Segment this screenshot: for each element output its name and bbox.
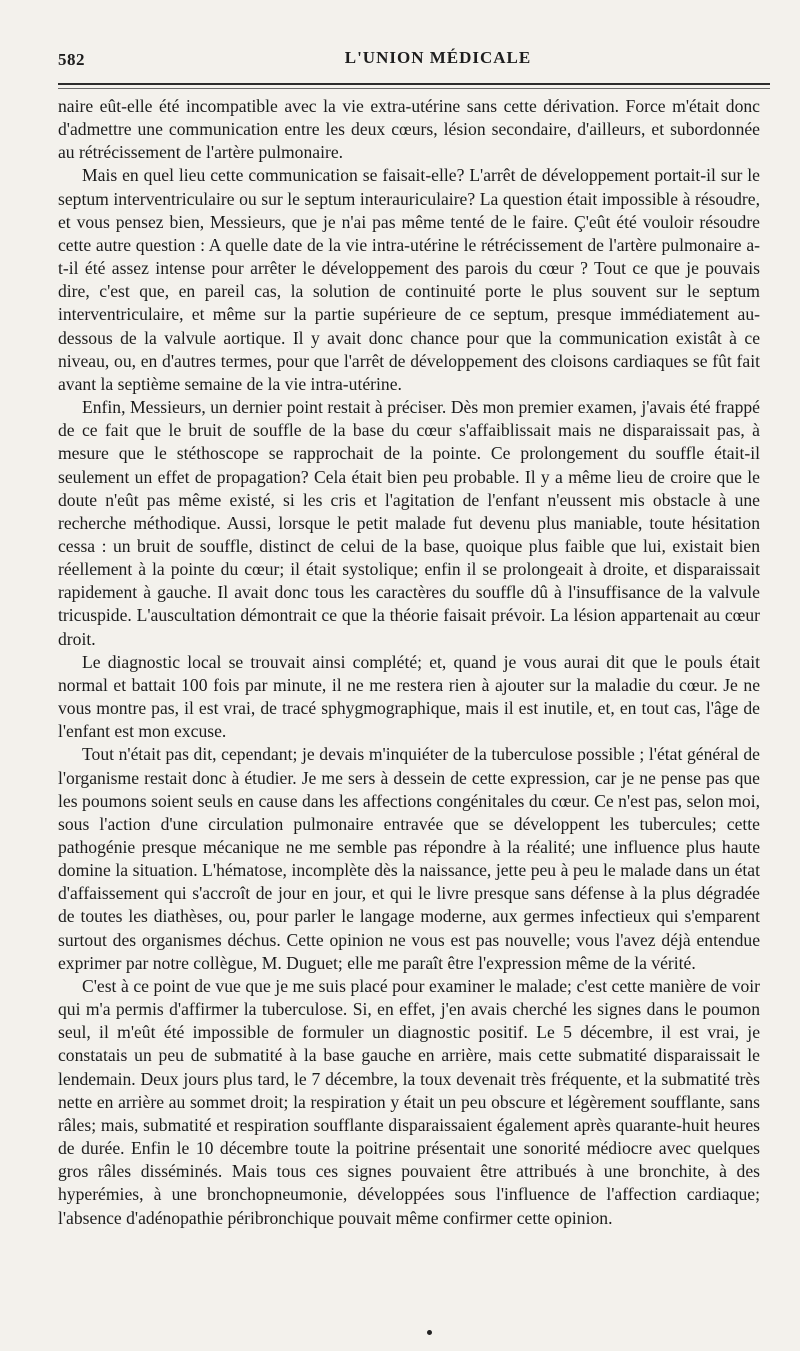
running-title: L'UNION MÉDICALE	[344, 48, 532, 67]
footer-dot-mark	[427, 1330, 432, 1335]
body-text	[58, 95, 760, 1230]
paragraph: Enfin, Messieurs, un dernier point restait à préciser. Dès mon premier examen, j'avais été frappé de ce fait que le bruit de souffle de la base du cœur s'affaiblissait mais ne disparaissait pas, à mesure que le stéthoscope se rapprochait de la pointe. Ce prolongement du souffle était-il seulement un effet de propagation? Cela était bien peu probable. Il y a même lieu de croire que le doute n'eût pas même existé, si les cris et l'agitation de l'enfant n'eussent mis obstacle à une recherche méthodique. Aussi, lorsque le petit malade fut devenu plus maniable, toute hésitation cessa : un bruit de souffle, distinct de celui de la base, quoique plus faible que lui, existait bien réellement à la pointe du cœur; il était systolique; enfin il se prolongeait à droite, et disparaissait rapidement à gauche. Il avait donc tous les caractères du souffle dû à l'insuffisance de la valvule tricuspide. L'auscultation démontrait ce que la théorie faisait prévoir. La lésion appartenait au cœur droit.	[58, 397, 760, 649]
paragraph: naire eût-elle été incompatible avec la vie extra-utérine sans cette dérivation. Force m'était donc d'admettre une communication entre les deux cœurs, lésion secondaire, d'ailleurs, et subordonnée au rétrécissement de l'artère pulmonaire.	[58, 96, 760, 163]
paragraph: C'est à ce point de vue que je me suis placé pour examiner le malade; c'est cette manière de voir qui m'a permis d'affirmer la tuberculose. Si, en effet, j'en avais cherché les signes dans le poumon seul, il m'eût été impossible de formuler un diagnostic positif. Le 5 décembre, il est vrai, je constatais un peu de submatité à la base gauche en arrière, mais cette submatité disparaissait le lendemain. Deux jours plus tard, le 7 décembre, la toux devenait très fréquente, et la submatité très nette en arrière au sommet droit; la respiration y était un peu obscure et légèrement soufflante, sans râles; mais, submatité et respiration soufflante disparaissaient également après quarante-huit heures de durée. Enfin le 10 décembre toute la poitrine présentait une sonorité médiocre avec quelques gros râles disséminés. Mais tous ces signes pouvaient être attribués à une bronchite, à des hyperémies, à une bronchopneumonie, développées sous l'influence de l'affection cardiaque; l'absence d'adénopathie péribronchique pouvait même confirmer cette opinion.	[58, 975, 760, 1228]
header-rule-thin	[58, 88, 770, 89]
header-rule-thick	[58, 83, 770, 85]
paragraph: Tout n'était pas dit, cependant; je devais m'inquiéter de la tuberculose possible ; l'état général de l'organisme restait donc à étudier. Je me sers à dessein de cette expression, car je ne pense pas que les poumons soient seuls en cause dans les affections congénitales du cœur. Ce n'est pas, selon moi, sous l'action d'une circulation pulmonaire entravée que se développent les tubercules; cette pathogénie presque mécanique ne me semble pas répondre à la réalité; une influence plus haute domine la situation. L'hématose, incomplète dès la naissance, jette peu à peu le malade dans un état d'affaissement qui s'accroît de jour en jour, et qui le livre presque sans défense à la plus dégradée de toutes les diathèses, ou, pour parler le langage moderne, aux germes infectieux qui s'emparent surtout des organismes déchus. Cette opinion ne vous est pas nouvelle; vous l'avez déjà entendue exprimer par notre collègue, M. Duguet; elle me paraît être l'expression même de la vérité.	[58, 744, 760, 973]
page-header	[58, 48, 758, 78]
paragraph: Mais en quel lieu cette communication se faisait-elle? L'arrêt de développement portait-il sur le septum interventriculaire ou sur le septum interauriculaire? La question était impossible à résoudre, et vous pensez bien, Messieurs, que je n'ai pas même tenté de le faire. Ç'eût été vouloir résoudre cette autre question : A quelle date de la vie intra-utérine le rétrécissement de l'artère pulmonaire a-t-il été assez intense pour arrêter le développement des parois du cœur ? Tout ce que je pouvais dire, c'est que, en pareil cas, la solution de continuité porte le plus souvent sur le septum interventriculaire, et même sur la partie supérieure de ce septum, presque immédiatement au-dessous de la valvule aortique. Il y avait donc chance pour que la communication existât à ce niveau, ou, en d'autres termes, pour que l'arrêt de développement des cloisons cardiaques se fût fait avant la septième semaine de la vie intra-utérine.	[58, 165, 760, 394]
page-number: 582	[58, 50, 85, 69]
paragraph: Le diagnostic local se trouvait ainsi complété; et, quand je vous aurai dit que le pouls était normal et battait 100 fois par minute, il ne me restera rien à ajouter sur la maladie du cœur. Je ne vous montre pas, il est vrai, de tracé sphygmographique, mais il est inutile, et, en tout cas, l'âge de l'enfant est mon excuse.	[58, 651, 760, 742]
